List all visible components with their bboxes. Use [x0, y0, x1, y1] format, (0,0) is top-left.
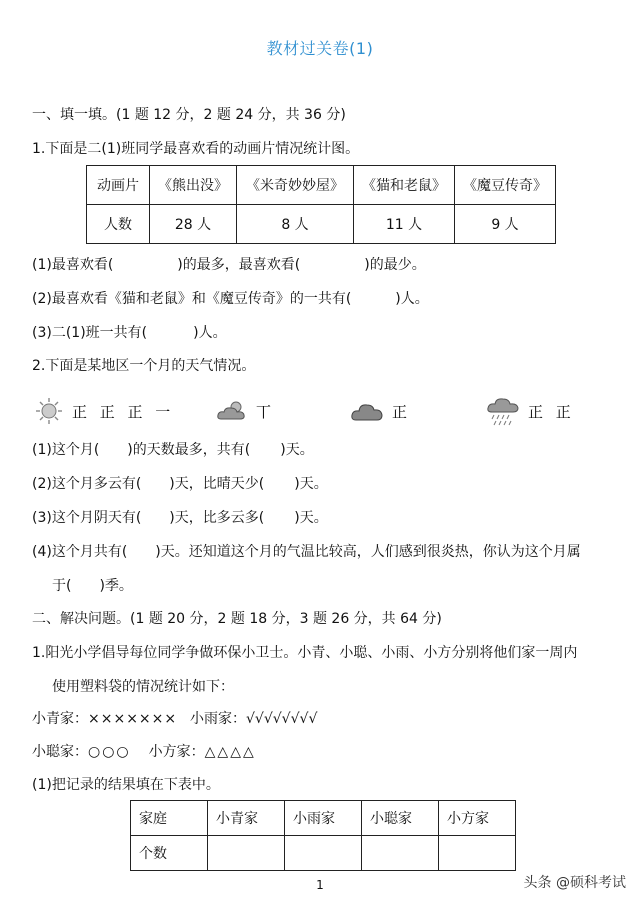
record-yu: 小雨家：√√√√√√√√ — [190, 711, 318, 727]
table-header-cell: 家庭 — [131, 801, 208, 836]
table-cell: 《米奇妙妙屋》 — [237, 166, 354, 205]
answer-cell[interactable] — [285, 836, 362, 871]
table-cell: 小雨家 — [285, 801, 362, 836]
rain-icon — [486, 396, 520, 426]
section1-heading: 一、填一填。(1 题 12 分，2 题 24 分，共 36 分) — [32, 107, 346, 123]
tally-partly-cloudy: 丅 — [256, 402, 276, 421]
table-header-cell: 人数 — [87, 205, 150, 244]
watermark: 头条 @硕科考试 — [523, 875, 626, 891]
table-row — [131, 836, 516, 871]
table-cell: 《魔豆传奇》 — [455, 166, 556, 205]
answer-cell[interactable] — [208, 836, 285, 871]
q1-sub3: (3)二(1)班一共有( )人。 — [32, 325, 227, 341]
table-cell: 9 人 — [455, 205, 556, 244]
weather-partly-cloudy — [216, 397, 275, 425]
table-row — [87, 205, 556, 244]
table-cell: 28 人 — [150, 205, 237, 244]
table-cell: 《猫和老鼠》 — [354, 166, 455, 205]
q1-prompt: 1.下面是二(1)班同学最喜欢看的动画片情况统计图。 — [32, 141, 360, 157]
sun-icon — [34, 397, 64, 425]
q2-prompt: 2.下面是某地区一个月的天气情况。 — [32, 358, 256, 374]
table-header-cell: 个数 — [131, 836, 208, 871]
table-cell: 小青家 — [208, 801, 285, 836]
table-row — [131, 801, 516, 836]
table-cell: 小聪家 — [362, 801, 439, 836]
record-qing: 小青家：××××××× — [32, 711, 178, 727]
answer-cell[interactable] — [439, 836, 516, 871]
plastic-bag-table — [130, 800, 516, 871]
q2-sub4: (4)这个月共有( )天。还知道这个月的气温比较高，人们感到很炎热，你认为这个月属 — [32, 544, 581, 560]
s2-q1-prompt-2: 使用塑料袋的情况统计如下： — [52, 679, 234, 695]
record-cong: 小聪家：○○○ 小方家：△△△△ — [32, 744, 256, 760]
weather-sunny — [34, 397, 174, 425]
weather-rainy — [486, 397, 575, 425]
s2-q1-sub1: (1)把记录的结果填在下表中。 — [32, 777, 220, 793]
page-title: 教材过关卷(1) — [266, 39, 374, 58]
table-cell: 8 人 — [237, 205, 354, 244]
cloudy-icon — [350, 398, 384, 424]
q2-sub1: (1)这个月( )的天数最多，共有( )天。 — [32, 442, 314, 458]
table-header-cell: 动画片 — [87, 166, 150, 205]
table-cell: 11 人 — [354, 205, 455, 244]
partly-cloudy-icon — [216, 398, 248, 424]
q1-sub1: (1)最喜欢看( )的最多，最喜欢看( )的最少。 — [32, 257, 426, 273]
q2-sub4-cont: 于( )季。 — [52, 578, 133, 594]
tally-sunny: 正 正 正 一 — [72, 402, 175, 421]
table-cell: 小方家 — [439, 801, 516, 836]
tally-rainy: 正 正 — [528, 402, 575, 421]
section2-heading: 二、解决问题。(1 题 20 分，2 题 18 分，3 题 26 分，共 64 分) — [32, 611, 442, 627]
page-number: 1 — [316, 878, 324, 892]
s2-q1-prompt-1: 1.阳光小学倡导每位同学争做环保小卫士。小青、小聪、小雨、小方分别将他们家一周内 — [32, 645, 578, 661]
weather-cloudy — [350, 397, 411, 425]
table-cell: 《熊出没》 — [150, 166, 237, 205]
q1-sub2: (2)最喜欢看《猫和老鼠》和《魔豆传奇》的一共有( )人。 — [32, 291, 429, 307]
table-row — [87, 166, 556, 205]
tally-cloudy: 正 — [392, 402, 412, 421]
cartoon-table — [86, 165, 556, 244]
q2-sub2: (2)这个月多云有( )天，比晴天少( )天。 — [32, 476, 328, 492]
answer-cell[interactable] — [362, 836, 439, 871]
q2-sub3: (3)这个月阴天有( )天，比多云多( )天。 — [32, 510, 328, 526]
